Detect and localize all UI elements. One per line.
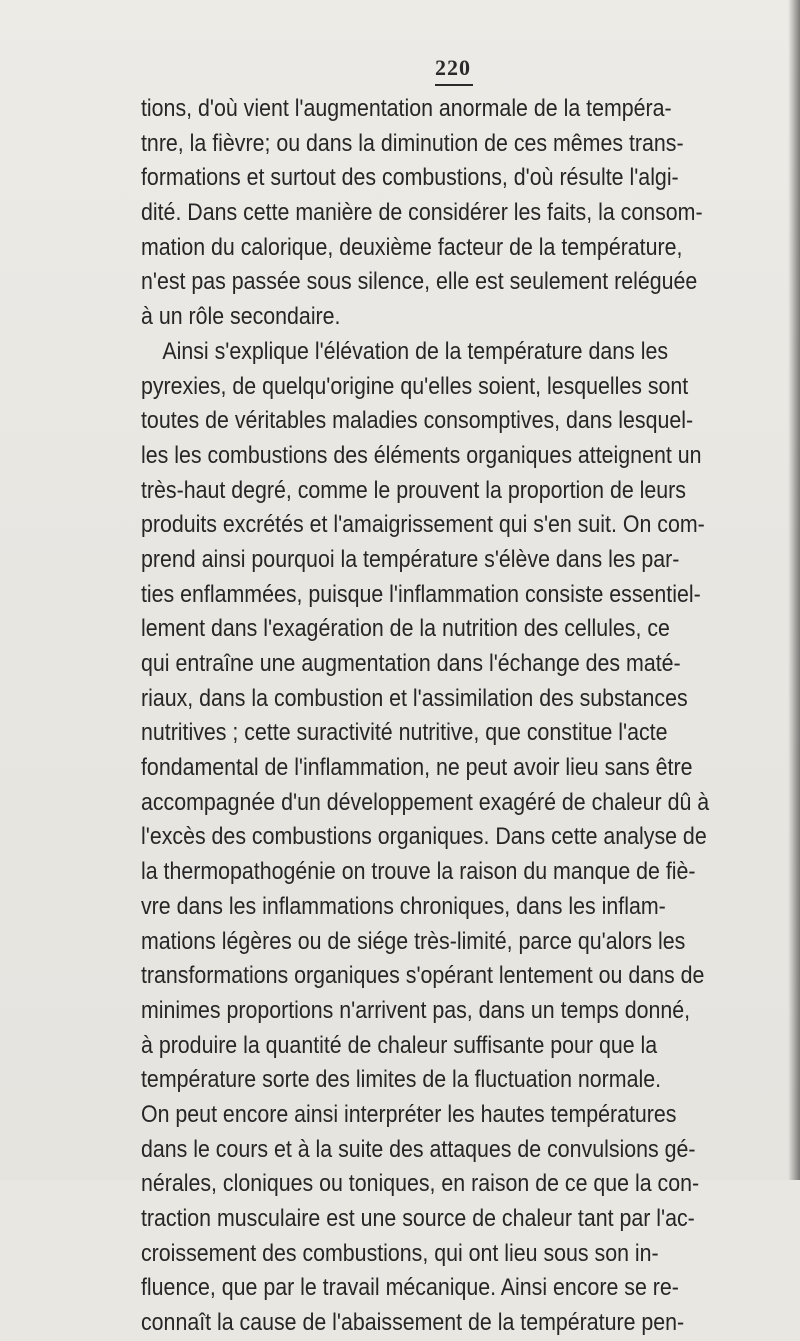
text-line: tions, d'où vient l'augmentation anormale de la tempéra- — [141, 95, 672, 122]
page-number: 220 — [435, 55, 471, 80]
text-line: température sorte des limites de la fluctuation normale. — [141, 1066, 662, 1094]
text-line: connaît la cause de l'abaissement de la température pen- — [141, 1309, 685, 1337]
page-number-underline — [435, 84, 473, 86]
page-edge-shadow — [788, 0, 800, 1180]
text-line: transformations organiques s'opérant lentement ou dans de — [141, 962, 705, 990]
paragraph-start-line: Ainsi s'explique l'élévation de la température dans les — [162, 337, 669, 365]
text-line: nérales, cloniques ou toniques, en raison de ce que la con- — [141, 1170, 700, 1198]
text-line: vre dans les inflammations chroniques, dans les inflam- — [141, 892, 666, 920]
text-line: très-haut degré, comme le prouvent la proportion de leurs — [141, 476, 686, 504]
text-line: mations légères ou de siége très-limité, parce qu'alors les — [141, 927, 686, 955]
body-text — [141, 92, 753, 1341]
text-line: n'est pas passée sous silence, elle est seulement reléguée — [141, 268, 698, 296]
text-line: à un rôle secondaire. — [141, 303, 341, 331]
text-line: toutes de véritables maladies consomptives, dans lesquel- — [141, 407, 694, 435]
text-line: mation du calorique, deuxième facteur de la température, — [141, 233, 683, 261]
text-line: l'excès des combustions organiques. Dans cette analyse de — [141, 823, 707, 851]
text-line: riaux, dans la combustion et l'assimilation des substances — [141, 684, 688, 712]
text-line: minimes proportions n'arrivent pas, dans un temps donné, — [141, 996, 691, 1024]
text-line: la thermopathogénie on trouve la raison du manque de fiè- — [141, 858, 696, 886]
text-line: accompagnée d'un développement exagéré de chaleur dû à — [141, 788, 710, 816]
text-line: fondamental de l'inflammation, ne peut avoir lieu sans être — [141, 754, 693, 782]
text-line: dans le cours et à la suite des attaques de convulsions gé- — [141, 1135, 696, 1163]
text-line: traction musculaire est une source de chaleur tant par l'ac- — [141, 1205, 695, 1232]
text-line: pyrexies, de quelqu'origine qu'elles soient, lesquelles sont — [141, 372, 689, 400]
text-line: croissement des combustions, qui ont lieu sous son in- — [141, 1239, 659, 1267]
text-line: dité. Dans cette manière de considérer les faits, la consom- — [141, 199, 703, 227]
text-line: les les combustions des éléments organiques atteignent un — [141, 441, 702, 469]
text-line: tnre, la fièvre; ou dans la diminution de ces mêmes trans- — [141, 129, 684, 157]
text-line: ties enflammées, puisque l'inflammation consiste essentiel- — [141, 580, 701, 608]
text-line: à produire la quantité de chaleur suffisante pour que la — [141, 1031, 658, 1059]
text-line: lement dans l'exagération de la nutrition des cellules, ce — [141, 615, 670, 643]
text-line: produits excrétés et l'amaigrissement qui s'en suit. On com- — [141, 511, 705, 539]
text-line: formations et surtout des combustions, d'où résulte l'algi- — [141, 164, 679, 192]
text-line: qui entraîne une augmentation dans l'échange des maté- — [141, 650, 681, 677]
text-line: nutritives ; cette suractivité nutritive, que constitue l'acte — [141, 719, 668, 747]
text-line: fluence, que par le travail mécanique. Ainsi encore se re- — [141, 1274, 679, 1302]
text-line: prend ainsi pourquoi la température s'élève dans les par- — [141, 545, 680, 573]
text-line: On peut encore ainsi interpréter les hautes températures — [141, 1100, 677, 1128]
